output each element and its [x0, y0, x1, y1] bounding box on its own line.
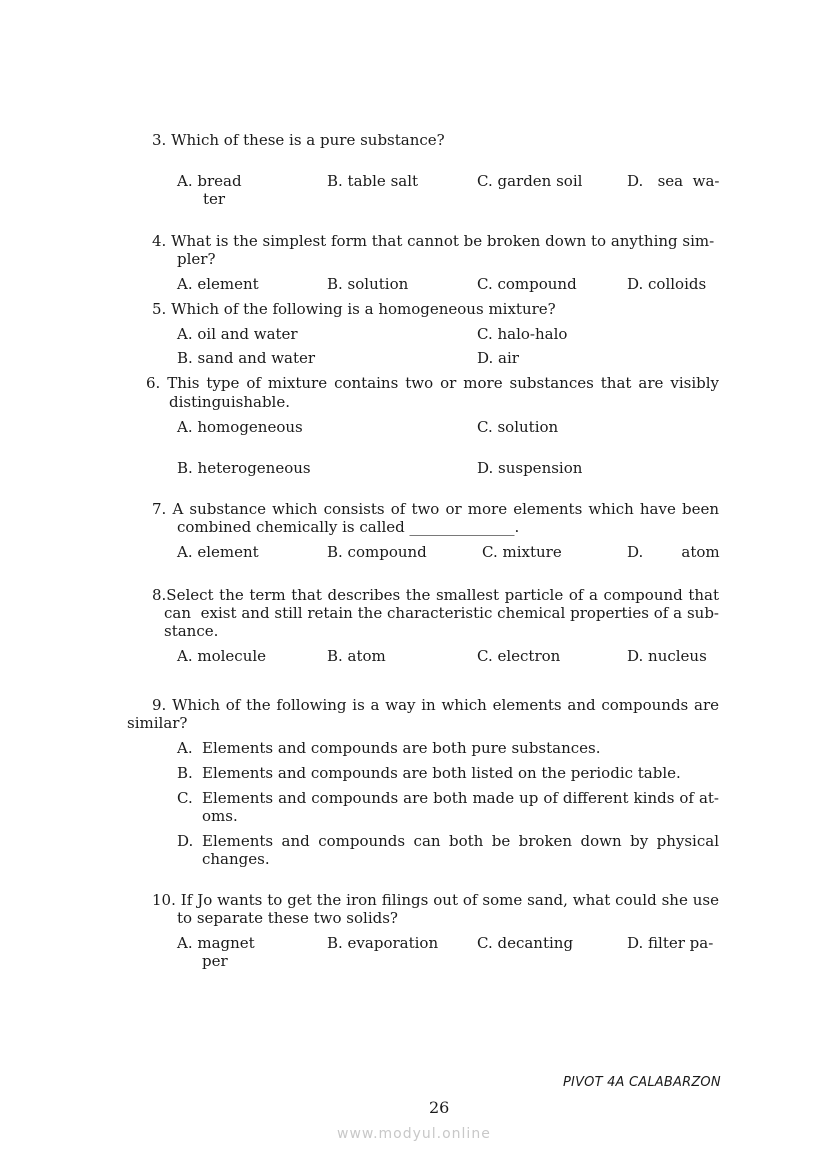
question-10-option-b: B. evaporation: [327, 934, 439, 952]
watermark: www.modyul.online: [337, 1126, 491, 1142]
question-10-option-d-cont: per: [202, 952, 228, 970]
question-9-option-d-cont: changes.: [202, 850, 270, 868]
question-9-option-a-letter: A.: [177, 739, 193, 757]
question-5-option-c: C. halo-halo: [477, 325, 568, 343]
question-10-stem-cont: to separate these two solids?: [177, 909, 398, 927]
question-7-option-c: C. mixture: [482, 543, 562, 561]
question-3-stem: 3. Which of these is a pure substance?: [152, 131, 445, 149]
question-7-option-a: A. element: [177, 543, 259, 561]
question-4-stem: 4. What is the simplest form that cannot be broken down to anything sim-: [152, 232, 715, 250]
question-6-option-a: A. homogeneous: [177, 418, 303, 436]
question-8-option-a: A. molecule: [177, 647, 267, 665]
question-10-option-c: C. decanting: [477, 934, 574, 952]
question-5-option-d: D. air: [477, 349, 519, 367]
question-9-option-d: Elements and compounds can both be broken down by physical: [202, 832, 719, 850]
question-4-option-a: A. element: [177, 275, 259, 293]
question-8-option-b: B. atom: [327, 647, 386, 665]
question-9-option-c-cont: oms.: [202, 807, 238, 825]
question-8-option-d: D. nucleus: [627, 647, 707, 665]
question-10-option-d: D. filter pa-: [627, 934, 714, 952]
question-4-stem-cont: pler?: [177, 250, 216, 268]
question-6-stem-cont: distinguishable.: [169, 393, 290, 411]
question-5-option-a: A. oil and water: [177, 325, 298, 343]
question-10-option-a: A. magnet: [177, 934, 255, 952]
question-3-option-b: B. table salt: [327, 172, 419, 190]
question-6-option-b: B. heterogeneous: [177, 459, 311, 477]
question-8-option-c: C. electron: [477, 647, 561, 665]
question-3-option-a: A. bread: [177, 172, 242, 190]
question-10-stem: 10. If Jo wants to get the iron filings out of some sand, what could she use: [152, 891, 719, 909]
question-4-option-d: D. colloids: [627, 275, 707, 293]
question-6-option-c: C. solution: [477, 418, 559, 436]
question-7-option-d: D. atom: [627, 543, 720, 561]
question-8-stem-end: stance.: [164, 622, 219, 640]
question-3-option-d: D. sea wa-: [627, 172, 720, 190]
question-4-option-c: C. compound: [477, 275, 577, 293]
question-9-option-a: Elements and compounds are both pure substances.: [202, 739, 601, 757]
page-number: 26: [429, 1098, 450, 1117]
question-8-stem: 8.Select the term that describes the smallest particle of a compound that: [152, 586, 719, 604]
question-5-stem: 5. Which of the following is a homogeneous mixture?: [152, 300, 556, 318]
question-3-option-d-cont: ter: [203, 190, 226, 208]
question-7-stem: 7. A substance which consists of two or more elements which have been: [152, 500, 719, 518]
question-9-option-b: Elements and compounds are both listed on the periodic table.: [202, 764, 681, 782]
question-6-option-d: D. suspension: [477, 459, 583, 477]
question-3-option-c: C. garden soil: [477, 172, 583, 190]
question-9-stem: 9. Which of the following is a way in which elements and compounds are: [152, 696, 719, 714]
question-9-stem-cont: similar?: [127, 714, 188, 732]
question-6-stem: 6. This type of mixture contains two or more substances that are visibly: [146, 374, 719, 392]
question-7-option-b: B. compound: [327, 543, 427, 561]
question-9-option-b-letter: B.: [177, 764, 193, 782]
question-9-option-d-letter: D.: [177, 832, 194, 850]
question-9-option-c: Elements and compounds are both made up of different kinds of at-: [202, 789, 719, 807]
footer-label: PIVOT 4A CALABARZON: [563, 1075, 721, 1090]
question-5-option-b: B. sand and water: [177, 349, 316, 367]
question-7-stem-cont: combined chemically is called ______________.: [177, 518, 520, 536]
question-9-option-c-letter: C.: [177, 789, 193, 807]
question-8-stem-cont: can exist and still retain the characteristic chemical properties of a sub-: [164, 604, 719, 622]
question-4-option-b: B. solution: [327, 275, 409, 293]
